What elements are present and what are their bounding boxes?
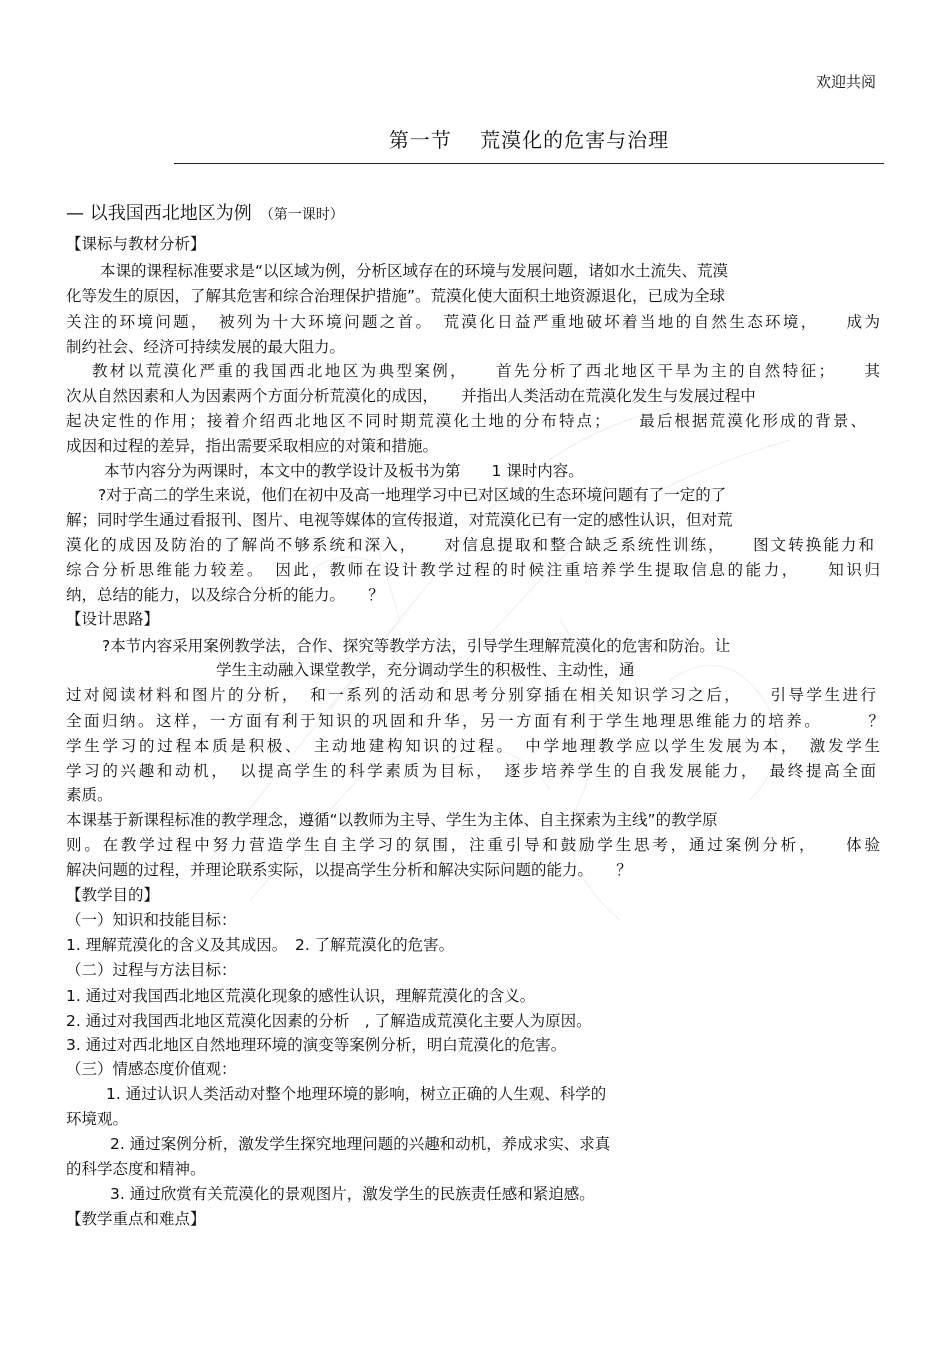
design-line: 本课基于新课程标准的教学理念，遵循“以教师为主导、学生为主体、自主探索为主线”的教学原 xyxy=(66,811,718,829)
page-title: 第一节 荒漠化的危害与治理 xyxy=(388,128,670,152)
goals-line: 1. 通过对我国西北地区荒漠化现象的感性认识，理解荒漠化的含义。 xyxy=(66,987,536,1005)
design-line: 学生主动融入课堂教学，充分调动学生的积极性、主动性，通 xyxy=(216,661,635,679)
goals-line: 3. 通过欣赏有关荒漠化的景观图片，激发学生的民族责任感和紧迫感。 xyxy=(110,1185,595,1203)
design-line: 素质。 xyxy=(66,786,113,804)
title-divider xyxy=(174,163,884,164)
design-line: 学习的兴趣和动机， 以提高学生的科学素质为目标， 逐步培养学生的自我发展能力， 最终提高全面 xyxy=(66,762,876,780)
design-line: 过对阅读材料和图片的分析， 和一系列的活动和思考分别穿插在相关知识学习之后， 引导学生进行 xyxy=(66,686,876,704)
analysis-line: 解；同时学生通过看报刊、图片、电视等媒体的宣传报道，对荒漠化已有一定的感性认识，但对荒 xyxy=(66,511,733,529)
page-subtitle xyxy=(66,199,344,225)
design-line: ?本节内容采用案例教学法，合作、探究等教学方法，引导学生理解荒漠化的危害和防治。让 xyxy=(102,637,731,655)
analysis-line: 制约社会、经济可持续发展的最大阻力。 xyxy=(66,338,346,356)
analysis-line: 化等发生的原因，了解其危害和综合治理保护措施”。荒漠化使大面积土地资源退化，已成为全球 xyxy=(66,287,726,305)
design-line: 解决问题的过程，并理论联系实际，以提高学生分析和解决实际问题的能力。 ？ xyxy=(66,861,632,879)
analysis-line: 纳，总结的能力，以及综合分析的能力。 ？ xyxy=(66,586,384,604)
analysis-line: 起决定性的作用；接着介绍西北地区不同时期荒漠化土地的分布特点； 最后根据荒漠化形成的背景、 xyxy=(66,412,866,430)
analysis-line: 本课的课程标准要求是“以区域为例，分析区域存在的环境与发展问题，诸如水土流失、荒漠 xyxy=(100,262,729,280)
analysis-line: 教材以荒漠化严重的我国西北地区为典型案例， 首先分析了西北地区干旱为主的自然特征； 其 xyxy=(92,362,880,380)
key-points-heading: 【教学重点和难点】 xyxy=(66,1210,206,1228)
goals-line: （一）知识和技能目标： xyxy=(66,911,237,929)
goals-line: （三）情感态度价值观： xyxy=(66,1060,237,1078)
analysis-line: 成因和过程的差异，指出需要采取相应的对策和措施。 xyxy=(66,437,439,455)
goals-line: 3. 通过对西北地区自然地理环境的演变等案例分析，明白荒漠化的危害。 xyxy=(66,1036,567,1054)
goals-line: 1. 通过认识人类活动对整个地理环境的影响，树立正确的人生观、科学的 xyxy=(106,1085,607,1103)
analysis-line: 关注的环境问题， 被列为十大环境问题之首。 荒漠化日益严重地破坏着当地的自然生态环境， 成为 xyxy=(66,313,880,331)
subtitle-text: — 以我国西北地区为例 xyxy=(66,203,252,224)
analysis-line: ?对于高二的学生来说，他们在初中及高一地理学习中已对区域的生态环境问题有了一定的了 xyxy=(98,486,727,504)
goals-line: 2. 通过案例分析，激发学生探究地理问题的兴趣和动机，养成求实、求真 xyxy=(110,1135,611,1153)
analysis-line: 综合分析思维能力较差。 因此，教师在设计教学过程的时候注重培养学生提取信息的能力， 知识归 xyxy=(66,561,880,579)
goals-line: （二）过程与方法目标： xyxy=(66,961,237,979)
goals-line: 2. 通过对我国西北地区荒漠化因素的分析 , 了解造成荒漠化主要人为原因。 xyxy=(66,1012,592,1030)
goals-line: 环境观。 xyxy=(66,1110,129,1128)
analysis-line: 漠化的成因及防治的了解尚不够系统和深入， 对信息提取和整合缺乏系统性训练， 图文转换能力和 xyxy=(66,536,874,554)
design-heading: 【设计思路】 xyxy=(66,610,160,628)
design-line: 则。在教学过程中努力营造学生自主学习的氛围，注重引导和鼓励学生思考，通过案例分析， 体验 xyxy=(66,836,880,854)
goals-line: 的科学态度和精神。 xyxy=(66,1160,206,1178)
analysis-line: 本节内容分为两课时，本文中的教学设计及板书为第 1 课时内容。 xyxy=(104,462,584,480)
analysis-heading: 【课标与教材分析】 xyxy=(66,235,206,253)
header-note: 欢迎共阅 xyxy=(815,73,876,91)
design-line: 全面归纳。这样，一方面有利于知识的巩固和升华，另一方面有利于学生地理思维能力的培养。 ？ xyxy=(66,712,884,730)
subtitle-lesson: （第一课时） xyxy=(259,207,344,223)
goals-heading: 【教学目的】 xyxy=(66,886,160,904)
design-line: 学生学习的过程本质是积极、 主动地建构知识的过程。 中学地理教学应以学生发展为本， 激发学生 xyxy=(66,737,880,755)
goals-line: 1. 理解荒漠化的含义及其成因。 2. 了解荒漠化的危害。 xyxy=(66,936,455,954)
analysis-line: 次从自然因素和人为因素两个方面分析荒漠化的成因， 并指出人类活动在荒漠化发生与发展过程中 xyxy=(66,387,756,405)
